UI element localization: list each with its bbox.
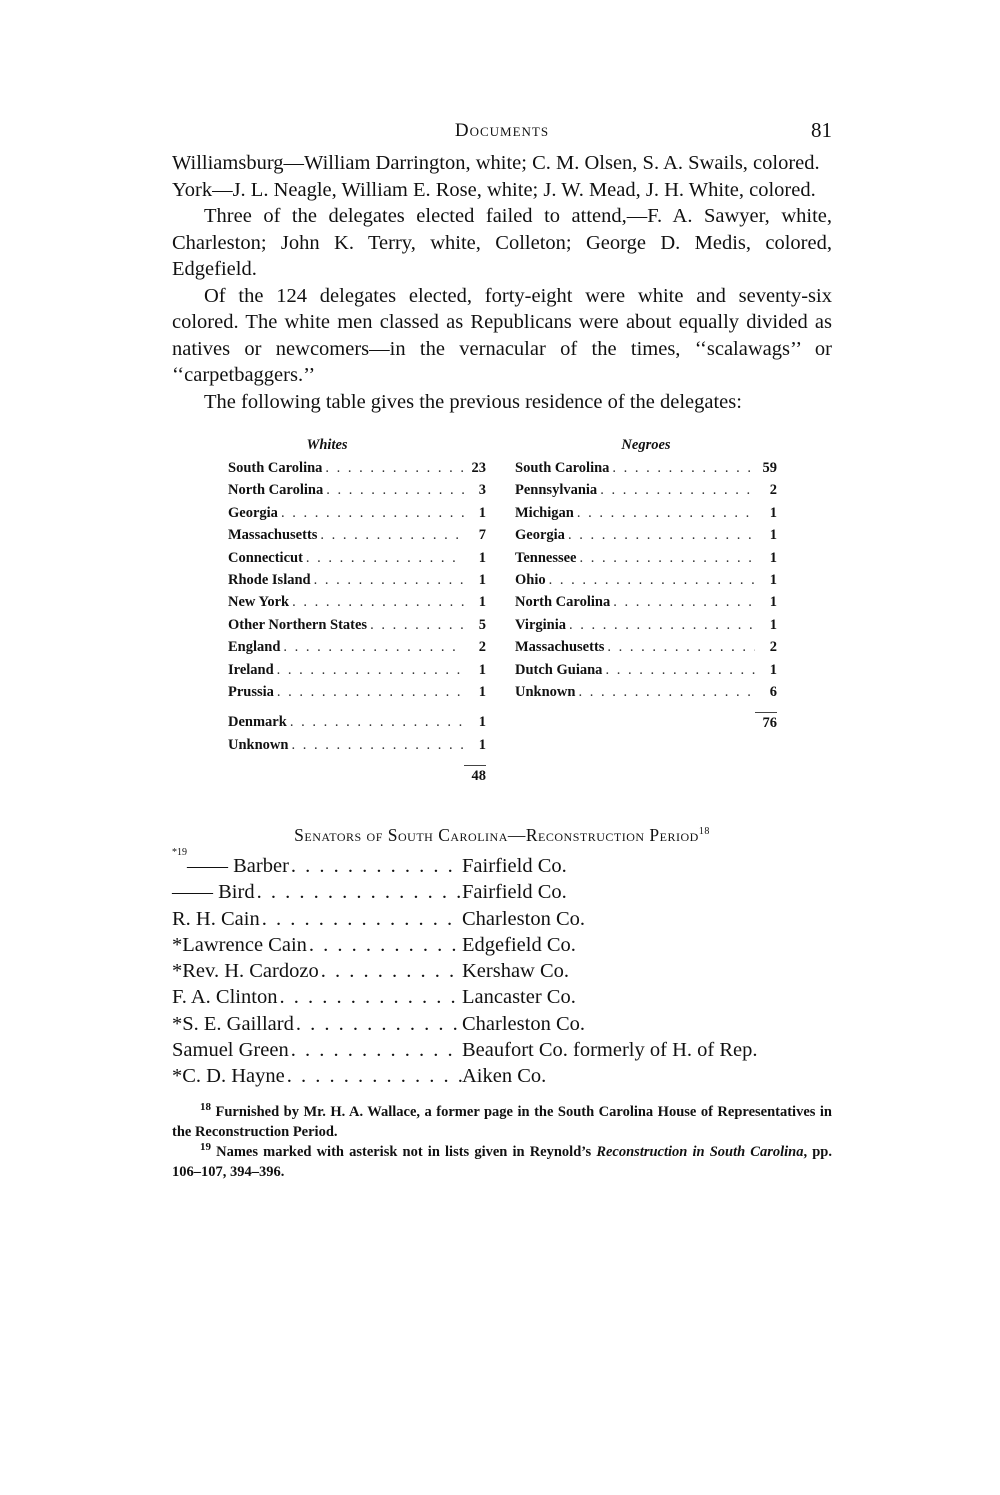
footnotes <box>172 1102 832 1182</box>
leader-dots <box>311 572 464 589</box>
paragraph-table-intro: The following table gives the previous residence of the delegates: <box>204 390 742 413</box>
page-number: 81 <box>811 118 832 142</box>
leader-dots <box>285 1063 462 1089</box>
table-row <box>228 482 486 504</box>
row-label: Massachusetts <box>228 527 318 544</box>
row-value: 1 <box>478 571 486 588</box>
row-value: 1 <box>478 504 486 521</box>
leader-dots <box>303 550 464 567</box>
leader-dots <box>566 617 755 634</box>
row-label: England <box>228 639 281 656</box>
leader-dots <box>574 505 755 522</box>
senator-name: F. A. Clinton <box>172 986 278 1009</box>
leader-dots <box>602 662 755 679</box>
leader-dots <box>597 482 755 499</box>
leader-dots <box>289 594 464 611</box>
table-row <box>515 572 777 594</box>
senators-list <box>172 847 832 1090</box>
negroes-total-row <box>515 706 777 732</box>
row-label: Unknown <box>515 683 576 700</box>
senator-county: Fairfield Co. <box>462 881 567 904</box>
leader-dots <box>278 505 464 522</box>
row-label: New York <box>228 594 290 611</box>
table-row <box>515 505 777 527</box>
leader-dots <box>609 460 755 477</box>
row-value: 1 <box>769 527 777 544</box>
leader-dots <box>274 662 464 679</box>
row-label: Prussia <box>228 683 274 700</box>
leader-dots <box>274 684 464 701</box>
row-label: South Carolina <box>228 460 323 476</box>
row-value: 59 <box>762 460 777 476</box>
row-value: 2 <box>769 639 777 656</box>
senator-lead <box>172 984 462 1010</box>
row-value: 1 <box>769 616 777 633</box>
row-label: North Carolina <box>515 594 611 611</box>
senator-lead <box>172 847 462 879</box>
table-row <box>228 550 486 572</box>
senator-name: *Rev. H. Cardozo <box>172 960 319 983</box>
leader-dots <box>610 594 755 611</box>
row-label: Denmark <box>228 714 287 731</box>
footnote-ref-18: 18 <box>698 826 710 838</box>
list-item <box>172 847 832 879</box>
table-row <box>515 460 777 482</box>
leader-dots <box>546 572 755 589</box>
table-row <box>228 527 486 549</box>
row-value: 1 <box>769 504 777 521</box>
table-row <box>515 684 777 706</box>
senators-section-title <box>172 825 832 853</box>
table-row <box>228 684 486 706</box>
leader-dots <box>280 639 464 656</box>
row-label: Tennessee <box>515 549 577 566</box>
list-item <box>172 932 832 958</box>
row-value: 1 <box>478 714 486 731</box>
senator-county: Edgefield Co. <box>462 933 576 956</box>
row-label: Massachusetts <box>515 639 605 656</box>
senators-title-text: Senators of South Carolina—Reconstruction Period <box>294 825 699 845</box>
row-value: 1 <box>769 661 777 678</box>
leader-dots <box>577 550 756 567</box>
paragraph-absent-delegates: Three of the delegates elected failed to attend,—F. A. Sawyer, white, Charleston; John K. Terry, white, Colleton; George D. Medis, colored, Edgefield. <box>172 205 832 280</box>
row-label: Dutch Guiana <box>515 661 603 678</box>
senator-lead <box>172 1011 462 1037</box>
footnote-pages: , pp. 106–107, 394–396. <box>172 1143 832 1180</box>
row-value: 1 <box>478 661 486 678</box>
senator-name: *Lawrence Cain <box>172 933 307 956</box>
running-head <box>172 118 832 150</box>
table-row <box>228 662 486 684</box>
senator-county: Charleston Co. <box>462 1012 585 1035</box>
footnote-ref-19: *19 <box>172 847 187 858</box>
table-row <box>228 572 486 594</box>
senator-lead <box>172 906 462 932</box>
row-gap <box>228 706 486 714</box>
row-label: Unknown <box>228 736 289 753</box>
leader-dots <box>289 1037 462 1063</box>
row-value: 1 <box>478 549 486 566</box>
footnote-19 <box>172 1142 832 1182</box>
paragraph-delegate-counts: Of the 124 delegates elected, forty-eight were white and seventy-six colored. The white men classed as Republicans were about equally divided as natives or newcomers—in the vernacular of the times, ‘‘scalawags’’ or ‘‘carpetbaggers.’’ <box>172 284 832 386</box>
row-value: 23 <box>471 460 486 476</box>
leader-dots <box>317 527 464 544</box>
table-row <box>228 505 486 527</box>
senator-lead <box>172 932 462 958</box>
row-label: Rhode Island <box>228 571 311 588</box>
list-item <box>172 958 832 984</box>
row-value: 2 <box>478 639 486 656</box>
running-head-title: Documents <box>454 120 550 141</box>
senator-lead <box>172 879 462 905</box>
leader-dots <box>604 639 755 656</box>
leader-dots <box>322 460 464 477</box>
table-row <box>515 550 777 572</box>
whites-total-row <box>228 759 486 785</box>
list-item <box>172 906 832 932</box>
list-item <box>172 1063 832 1089</box>
whites-column <box>228 437 486 785</box>
footnote-text: Names marked with asterisk not in lists given in Reynold’s <box>216 1143 597 1160</box>
county-entry-williamsburg: Williamsburg—William Darrington, white; C. M. Olsen, S. A. Swails, colored. <box>172 152 820 174</box>
senator-county: Lancaster Co. <box>462 986 576 1009</box>
senator-county: Kershaw Co. <box>462 960 570 983</box>
row-label: Connecticut <box>228 549 303 566</box>
county-entry-york: York—J. L. Neagle, William E. Rose, white; J. W. Mead, J. H. White, colored. <box>172 178 816 201</box>
leader-dots <box>319 958 462 984</box>
footnote-text: Furnished by Mr. H. A. Wallace, a former page in the South Carolina House of Representatives in the Reconstruction Period. <box>172 1103 832 1140</box>
leader-dots <box>255 879 462 905</box>
table-row <box>228 639 486 661</box>
list-item <box>172 1037 832 1063</box>
row-value: 1 <box>478 683 486 700</box>
row-value: 1 <box>769 549 777 566</box>
table-row <box>515 662 777 684</box>
row-value: 1 <box>769 571 777 588</box>
table-row <box>515 482 777 504</box>
footnote-mark: 19 <box>200 1140 211 1153</box>
senator-county: Aiken Co. <box>462 1065 547 1088</box>
leader-dots <box>307 932 462 958</box>
leader-dots <box>277 984 462 1010</box>
leader-dots <box>294 1011 462 1037</box>
row-label: Ireland <box>228 661 274 678</box>
residence-tables <box>172 437 832 807</box>
footnote-18 <box>172 1102 832 1142</box>
table-row <box>515 639 777 661</box>
row-label: Georgia <box>228 504 278 521</box>
leader-dots <box>323 482 464 499</box>
senator-name: *S. E. Gaillard <box>172 1012 294 1035</box>
leader-dots <box>287 714 464 731</box>
row-label: Michigan <box>515 504 574 521</box>
row-value: 3 <box>478 482 486 499</box>
table-row <box>515 617 777 639</box>
senator-county: Fairfield Co. <box>462 855 567 877</box>
row-value: 1 <box>478 594 486 611</box>
senator-lead <box>172 958 462 984</box>
negroes-heading: Negroes <box>621 437 671 453</box>
table-row <box>228 737 486 759</box>
leader-dots <box>565 527 755 544</box>
table-row <box>228 617 486 639</box>
table-row <box>228 594 486 616</box>
senator-name: R. H. Cain <box>172 907 260 930</box>
senator-lead <box>172 1063 462 1089</box>
row-label: Georgia <box>515 527 565 544</box>
row-value: 5 <box>478 616 486 633</box>
whites-heading: Whites <box>306 437 348 453</box>
table-row <box>228 460 486 482</box>
table-row <box>228 714 486 736</box>
row-label: Pennsylvania <box>515 482 598 499</box>
list-item <box>172 879 832 905</box>
footnote-book-title: Reconstruction in South Carolina <box>596 1143 804 1160</box>
list-item <box>172 984 832 1010</box>
leader-dots <box>575 684 755 701</box>
leader-dots <box>260 906 462 932</box>
senator-lead <box>172 1037 462 1063</box>
row-value: 7 <box>478 527 486 544</box>
table-row <box>515 594 777 616</box>
row-label: South Carolina <box>515 460 610 476</box>
table-row <box>515 527 777 549</box>
negroes-total: 76 <box>755 712 777 732</box>
row-label: Virginia <box>515 616 567 633</box>
row-label: Other Northern States <box>228 616 368 633</box>
row-value: 6 <box>769 683 777 700</box>
senator-name: *C. D. Hayne <box>172 1065 285 1088</box>
row-label: North Carolina <box>228 482 324 499</box>
senator-county: Charleston Co. <box>462 907 585 930</box>
footnote-mark: 18 <box>200 1100 211 1113</box>
senator-name: —— Bird <box>172 881 255 904</box>
row-value: 2 <box>769 482 777 499</box>
negroes-column <box>515 437 777 732</box>
senator-county: Beaufort Co. formerly of H. of Rep. <box>462 1039 758 1062</box>
row-label: Ohio <box>515 571 546 588</box>
senator-name: Samuel Green <box>172 1039 289 1062</box>
row-value: 1 <box>478 736 486 753</box>
leader-dots <box>288 737 464 754</box>
row-value: 1 <box>769 594 777 611</box>
senator-name: —— Barber <box>187 855 289 877</box>
leader-dots <box>289 853 462 879</box>
page <box>172 118 832 1182</box>
list-item <box>172 1011 832 1037</box>
leader-dots <box>367 617 464 634</box>
whites-total: 48 <box>464 765 486 785</box>
